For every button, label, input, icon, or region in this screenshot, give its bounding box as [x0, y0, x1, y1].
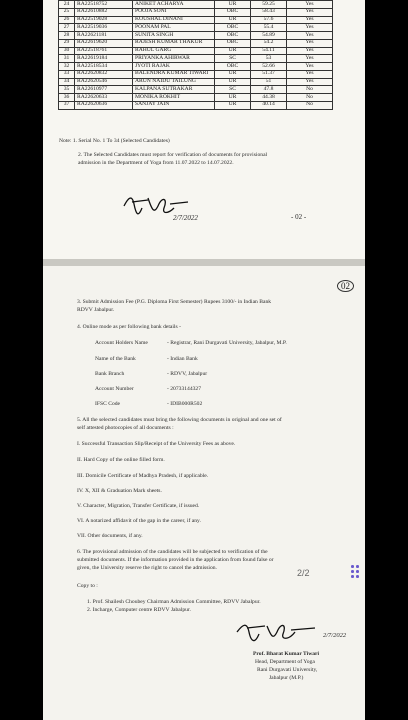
bank-branch-label: Bank Branch: [95, 371, 125, 377]
table-row: [59, 63, 333, 71]
candidates-table: [58, 0, 333, 110]
document-item: III. Domicile Certificate of Madhya Pradesh, if applicable.: [77, 473, 209, 479]
cell-cat: OBC: [215, 39, 251, 47]
cell-name: ANIKET ACHARYA: [133, 1, 215, 9]
cell-name: BALENDRA KUMAR TIWARI: [133, 70, 215, 78]
cell-roll: RA22518534: [75, 63, 133, 71]
cell-sel: No: [287, 101, 333, 109]
cell-name: RAHUL GARG: [133, 47, 215, 55]
cell-cat: UR: [215, 47, 251, 55]
cell-sel: Yes: [287, 47, 333, 55]
cell-sn: 28: [59, 32, 75, 40]
bank-name-label: Name of the Bank: [95, 356, 136, 362]
cell-cat: OBC: [215, 8, 251, 16]
cell-marks: 52.66: [251, 63, 287, 71]
cell-marks: 55.4: [251, 24, 287, 32]
cell-roll: RA22610882: [75, 8, 133, 16]
signature-2: [233, 614, 333, 650]
bank-holder-label: Account Holders Name: [95, 340, 148, 346]
cell-name: POOJA SONI: [133, 8, 215, 16]
cell-roll: RA22620546: [75, 78, 133, 86]
cell-cat: OBC: [215, 63, 251, 71]
bank-ifsc-value: - IDIB000R502: [167, 401, 203, 407]
cell-sel: Yes: [287, 55, 333, 63]
cell-sel: Yes: [287, 1, 333, 9]
item-3-line-2: RDVV Jabalpur.: [77, 307, 115, 313]
cell-sn: 37: [59, 101, 75, 109]
cell-cat: SC: [215, 55, 251, 63]
cell-roll: RA22519036: [75, 24, 133, 32]
signatory-line-3: Jabalpur (M.P.): [269, 675, 304, 681]
item-3-line-1: 3. Submit Admission Fee (P.G. Diploma First Semester) Rupees 3100/- in Indian Bank: [77, 299, 272, 305]
cell-marks: 47.8: [251, 86, 287, 94]
bank-name-value: - Indian Bank: [167, 356, 198, 362]
cell-name: ARUN NAIDU TAILUNG: [133, 78, 215, 86]
cell-cat: UR: [215, 94, 251, 102]
cell-cat: OBC: [215, 24, 251, 32]
table-row: [59, 24, 333, 32]
cell-marks: 54.89: [251, 32, 287, 40]
cell-sn: 26: [59, 16, 75, 24]
cell-roll: RA22518761: [75, 47, 133, 55]
signatory-line-1: Head, Department of Yoga: [255, 659, 315, 665]
cell-cat: UR: [215, 78, 251, 86]
cell-sel: Yes: [287, 16, 333, 24]
cell-sn: 27: [59, 24, 75, 32]
cell-name: SUNITA SINGH: [133, 32, 215, 40]
signatory-name: Prof. Bharat Kumar Tiwari: [253, 651, 320, 657]
document-item: IV. X, XII & Graduation Mark sheets.: [77, 488, 162, 494]
table-row: [59, 94, 333, 102]
cell-cat: OBC: [215, 32, 251, 40]
cell-name: PRIYANKA AHIRWAR: [133, 55, 215, 63]
signature-2-date: 2/7/2022: [323, 632, 347, 639]
bank-branch-value: - RDVV, Jabalpur: [167, 371, 208, 377]
document-page-1: [43, 0, 365, 259]
cell-sel: Yes: [287, 32, 333, 40]
cell-roll: RA22620636: [75, 101, 133, 109]
table-row: [59, 55, 333, 63]
cell-sn: 25: [59, 8, 75, 16]
more-options-icon[interactable]: [351, 565, 361, 579]
cell-sel: Yes: [287, 24, 333, 32]
copy-to-item-2: 2. Incharge, Computer centre RDVV Jabalpur.: [87, 607, 191, 613]
cell-name: POONAM PAL: [133, 24, 215, 32]
cell-cat: UR: [215, 1, 251, 9]
copy-to-label: Copy to :: [77, 583, 98, 589]
cell-sn: 30: [59, 47, 75, 55]
document-item: I. Successful Transaction Slip/Receipt of the University Fees as above.: [77, 441, 236, 447]
cell-marks: 53: [251, 55, 287, 63]
cell-marks: 51: [251, 78, 287, 86]
table-row: [59, 47, 333, 55]
cell-sel: Yes: [287, 70, 333, 78]
cell-name: MONIKA ROKHIT: [133, 94, 215, 102]
cell-marks: 54.11: [251, 47, 287, 55]
cell-sn: 31: [59, 55, 75, 63]
cell-sn: 24: [59, 1, 75, 9]
cell-name: JYOTI RAJAK: [133, 63, 215, 71]
document-item: II. Hard Copy of the online filled form.: [77, 457, 165, 463]
cell-marks: 44.38: [251, 94, 287, 102]
signature-1-date: 2/7/2022: [173, 214, 198, 222]
cell-roll: RA22621181: [75, 32, 133, 40]
item-5-line-2: self attested photocopies of all documents :: [77, 425, 174, 431]
cell-sn: 34: [59, 78, 75, 86]
item-5-line-1: 5. All the selected candidates must bring the following documents in original and one set of: [77, 417, 282, 423]
page-marker-2: 02: [337, 280, 354, 292]
table-row: [59, 70, 333, 78]
cell-cat: UR: [215, 101, 251, 109]
cell-roll: RA22519028: [75, 16, 133, 24]
copy-to-item-1: 1. Prof. Shailesh Choubey Chairman Admission Committee, RDVV Jabalpur.: [87, 599, 261, 605]
cell-name: SANJAY JAIN: [133, 101, 215, 109]
document-item: VI. A notarized affidavit of the gap in the career, if any.: [77, 518, 201, 524]
item-6-line-1: 6. The provisional admission of the candidates will be subjected to verification of the: [77, 549, 268, 555]
cell-roll: RA22620633: [75, 94, 133, 102]
cell-roll: RA22619184: [75, 55, 133, 63]
cell-name: KALPANA SUTRAKAR: [133, 86, 215, 94]
cell-sn: 29: [59, 39, 75, 47]
cell-sel: Yes: [287, 8, 333, 16]
table-row: [59, 78, 333, 86]
cell-name: RAJESH KUMAR THAKUR: [133, 39, 215, 47]
bank-account-label: Account Number: [95, 386, 134, 392]
cell-marks: 58.43: [251, 8, 287, 16]
cell-roll: RA22518752: [75, 1, 133, 9]
document-item: VII. Other documents, if any.: [77, 533, 143, 539]
cell-sel: No: [287, 94, 333, 102]
table-row: [59, 32, 333, 40]
document-page-2: [43, 266, 365, 720]
cell-cat: SC: [215, 86, 251, 94]
note-1: Note: 1. Serial No. 1 To 34 (Selected Candidates): [59, 138, 170, 144]
cell-sn: 33: [59, 70, 75, 78]
cell-marks: 59.25: [251, 1, 287, 9]
cell-cat: UR: [215, 70, 251, 78]
item-4: 4. Online mode as per following bank details -: [77, 324, 181, 330]
cell-sn: 35: [59, 86, 75, 94]
table-row: [59, 39, 333, 47]
cell-sel: No: [287, 86, 333, 94]
bank-holder-value: - Registrar, Rani Durgavati University, Jabalpur, M.P.: [167, 340, 287, 346]
cell-marks: 40.14: [251, 101, 287, 109]
table-row: [59, 16, 333, 24]
cell-roll: RA22620832: [75, 70, 133, 78]
cell-name: KOUSHAL DINANI: [133, 16, 215, 24]
cell-roll: RA22619620: [75, 39, 133, 47]
cell-cat: UR: [215, 16, 251, 24]
sheet-separator: [43, 259, 365, 266]
cell-sel: Yes: [287, 78, 333, 86]
cell-marks: 51.37: [251, 70, 287, 78]
item-6-line-3: given, the University reserve the right to cancel the admission.: [77, 565, 217, 571]
cell-marks: 57.6: [251, 16, 287, 24]
page-indicator: 2/2: [297, 568, 310, 578]
note-2-line-1: 2. The Selected Candidates must report for verification of documents for provisional: [78, 152, 268, 158]
bank-account-value: - 20733144327: [167, 386, 202, 392]
cell-roll: RA22610977: [75, 86, 133, 94]
cell-sel: Yes: [287, 63, 333, 71]
item-6-line-2: submitted documents. If the information provided in the application from found false or: [77, 557, 274, 563]
table-row: [59, 1, 333, 9]
page-marker-1: - 02 -: [291, 213, 307, 221]
document-item: V. Character, Migration, Transfer Certificate, if issued.: [77, 503, 200, 509]
cell-marks: 54.2: [251, 39, 287, 47]
table-row: [59, 8, 333, 16]
table-row: [59, 86, 333, 94]
bank-ifsc-label: IFSC Code: [95, 401, 121, 407]
cell-sn: 32: [59, 63, 75, 71]
cell-sn: 36: [59, 94, 75, 102]
signatory-line-2: Rani Durgavati University,: [257, 667, 318, 673]
note-2-line-2: admission in the Department of Yoga from 11.07.2022 to 14.07.2022.: [78, 160, 234, 166]
cell-sel: Yes: [287, 39, 333, 47]
table-row: [59, 101, 333, 109]
